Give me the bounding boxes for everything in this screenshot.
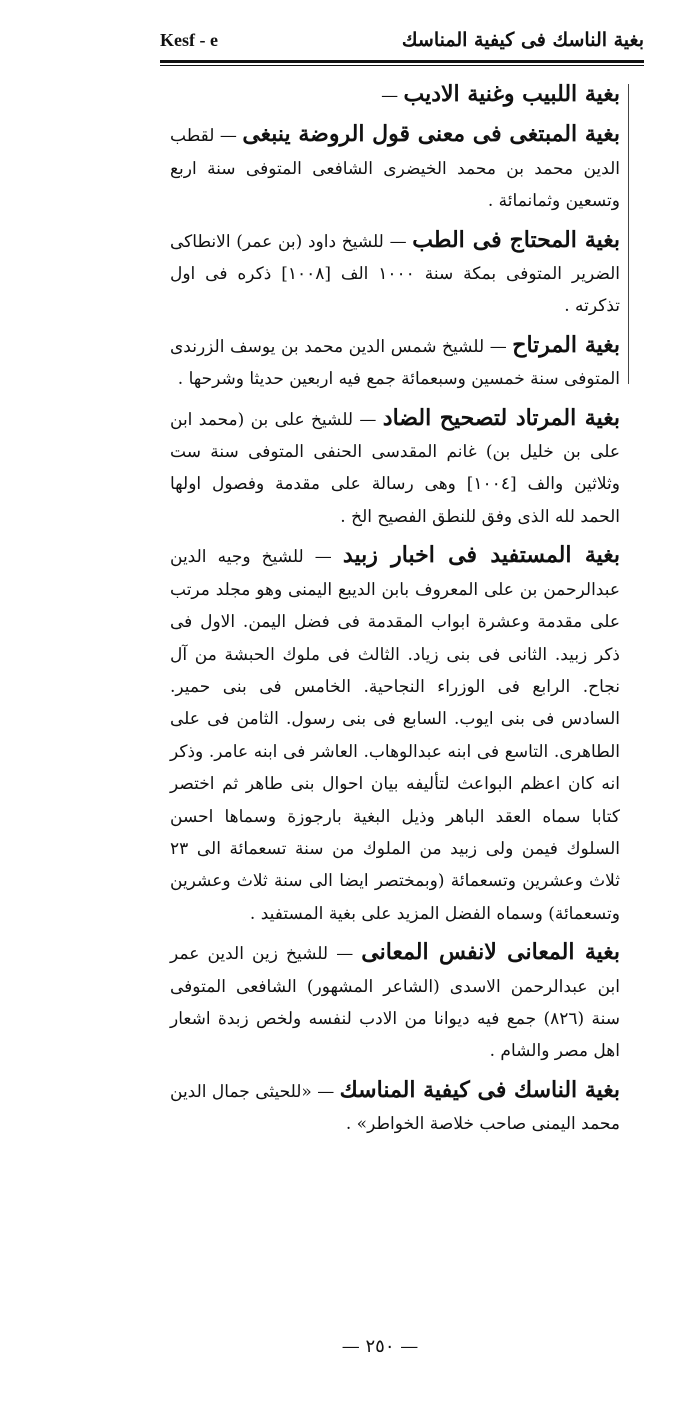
entry-heading: بغية اللبيب وغنية الاديب [403, 81, 620, 107]
entry-3 [170, 224, 620, 323]
entry-8 [170, 1074, 620, 1141]
entry-heading: بغية المحتاج فى الطب [412, 226, 620, 253]
entry-1 [170, 78, 620, 112]
running-title: بغية الناسك فى كيفية المناسك [401, 29, 644, 51]
entry-7 [170, 936, 620, 1068]
entry-text: — للشيخ على بن (محمد ابن على بن خليل بن) غانم المقدسى الحنفى المتوفى سنة ست وثلاثين والف [١٠٠٤] وهى رسالة على مقدمة وفصول اولها الحمد لله الذى وفق للنطق الفصيح الخ . [170, 409, 620, 527]
entry-text: — للشيخ داود (بن عمر) الانطاكى الضرير المتوفى بمكة سنة ١٠٠٠ الف [١٠٠٨] ذكره فى اول تذكرته . [170, 231, 620, 317]
entry-heading: بغية المرتاد لتصحيح الضاد [382, 404, 620, 431]
entry-text: — للشيخ وجيه الدين عبدالرحمن بن على المعروف بابن الديبع اليمنى وهو مجلد مرتب على مقدمة وعشرة ابواب المقدمة فى فضل اليمن. الاول فى ذكر زبيد. الثانى فى بنى زياد. الثالث فى ملوك الحبشة من آل نجاح. الرابع فى الوزراء النجاحية. الخامس فى بنى حمير. السادس فى بنى ايوب. السابع فى بنى رسول. الثامن فى على الطاهرى. التاسع فى ابنه عبدالوهاب. العاشر فى ابنه عامر. وذكر انه كان اعظم البواعث لتأليفه بيان احوال بنى طاهر ثم اختصر كتابا سماه العقد الباهر وذيل البغية بارجوزة وسماها احسن السلوك فيمن ولى زبيد من الملوك من سنة تسعمائة الى ٢٣ ثلاث وعشرين وتسعمائة (وبمختصر ايضا الى سنة ثلاث وعشرين وتسعمائة) وسماه الفضل المزيد على بغية المستفيد . [170, 547, 620, 924]
entry-heading: بغية المستفيد فى اخبار زبيد [342, 542, 621, 569]
entry-text: — [381, 86, 404, 106]
entry-heading: بغية الناسك فى كيفية المناسك [339, 1076, 620, 1103]
header-rule [160, 60, 644, 63]
margin-line [628, 84, 629, 384]
entry-heading: بغية المبتغى فى معنى قول الروضة ينبغى [242, 121, 620, 148]
entry-text: — «للحيثى جمال الدين محمد اليمنى صاحب خلاصة الخواطر» . [170, 1081, 620, 1135]
running-head [160, 28, 644, 52]
entry-text: — لقطب الدين محمد بن محمد الخيضرى الشافعى المتوفى سنة اربع وتسعين وثمانمائة . [170, 126, 620, 212]
entry-2 [170, 118, 620, 217]
entry-4 [170, 329, 620, 396]
entry-heading: بغية المعانى لانفس المعانى [361, 939, 620, 966]
signature-mark: Kesf - e [160, 29, 218, 50]
header-rule-thin [160, 65, 644, 66]
entry-text: — للشيخ زين الدين عمر ابن عبدالرحمن الاسدى (الشاعر المشهور) الشافعى المتوفى سنة (٨٢٦) جمع فيه ديوانا من الادب لنفسه ولخص زبدة اشعار اهل مصر والشام . [170, 944, 620, 1062]
entry-text: — للشيخ شمس الدين محمد بن يوسف الزرندى المتوفى سنة خمسين وسبعمائة جمع فيه اربعين حديثا وشرحها . [170, 336, 620, 390]
text-column [170, 78, 620, 1147]
entry-heading: بغية المرتاح [512, 331, 620, 358]
entry-6 [170, 539, 620, 930]
page-number: — ٢٥٠ — [341, 1336, 419, 1357]
entry-5 [170, 402, 620, 534]
